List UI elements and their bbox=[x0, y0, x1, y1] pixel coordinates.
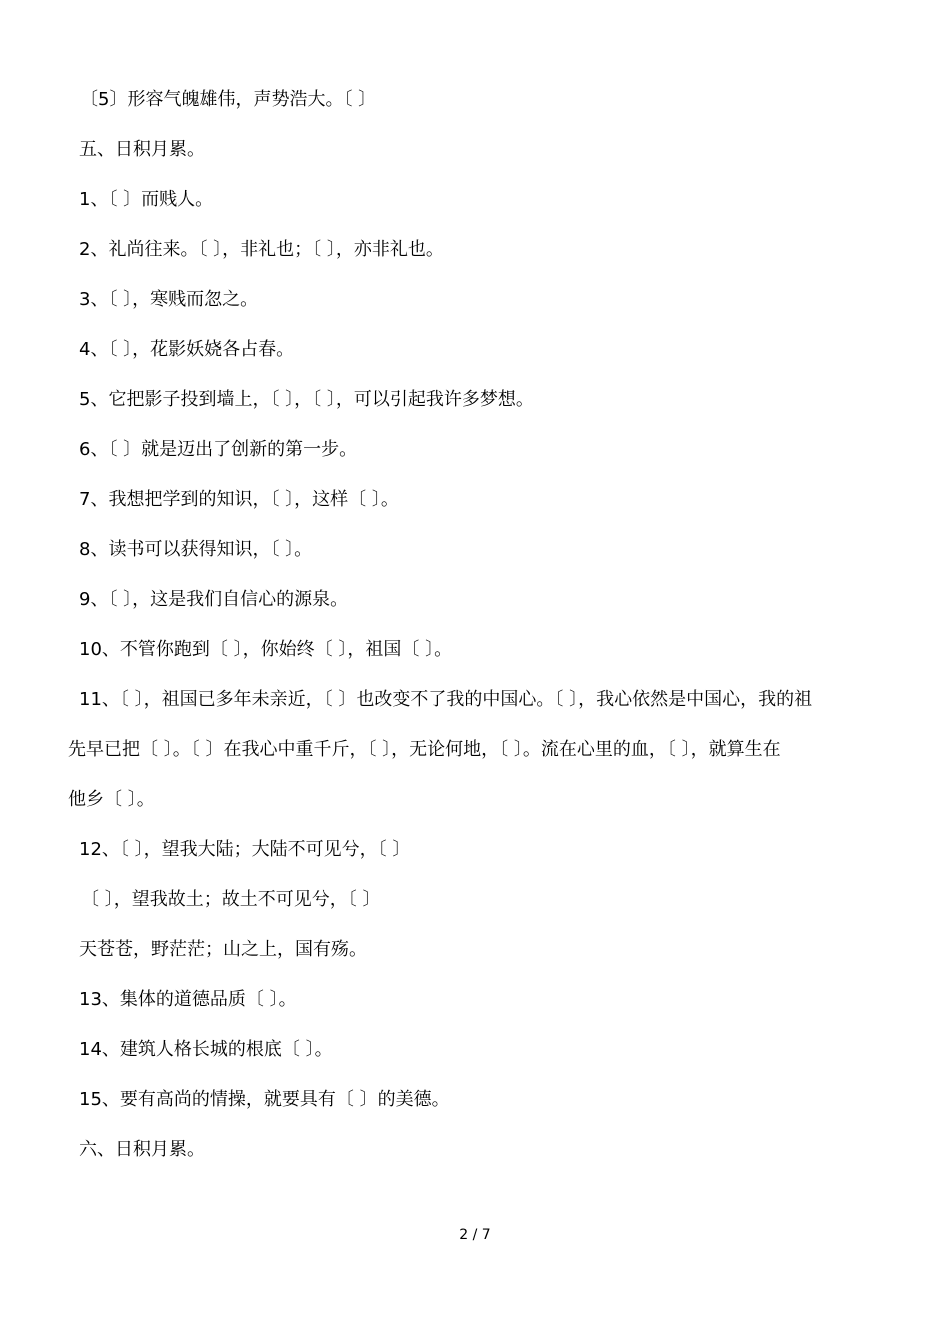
text-line-q6: 6、〔 〕就是迈出了创新的第一步。 bbox=[79, 439, 358, 460]
text-line-item-5: 〔5〕形容气魄雄伟，声势浩大。〔 〕 bbox=[80, 89, 377, 110]
text-line-q12-part2: 〔 〕，望我故土；故土不可见兮，〔 〕 bbox=[81, 889, 381, 910]
text-line-q13: 13、集体的道德品质〔 〕。 bbox=[79, 989, 297, 1010]
text-line-q11-part3: 他乡〔 〕。 bbox=[68, 789, 155, 810]
text-line-q11-part2: 先早已把〔 〕。〔 〕在我心中重千斤，〔 〕，无论何地，〔 〕。流在心里的血，〔 〕，就算生在 bbox=[68, 739, 781, 760]
text-line-q3: 3、〔 〕，寒贱而忽之。 bbox=[79, 289, 259, 310]
text-line-q9: 9、〔 〕，这是我们自信心的源泉。 bbox=[79, 589, 349, 610]
text-line-q5: 5、它把影子投到墙上，〔 〕，〔 〕，可以引起我许多梦想。 bbox=[79, 389, 534, 410]
text-line-q14: 14、建筑人格长城的根底〔 〕。 bbox=[79, 1039, 333, 1060]
text-line-q2: 2、礼尚往来。〔 〕，非礼也；〔 〕，亦非礼也。 bbox=[79, 239, 444, 260]
text-line-q15: 15、要有高尚的情操，就要具有〔 〕的美德。 bbox=[79, 1089, 450, 1110]
text-line-q12-part3: 天苍苍，野茫茫；山之上，国有殇。 bbox=[79, 939, 367, 960]
text-line-q7: 7、我想把学到的知识，〔 〕，这样〔 〕。 bbox=[79, 489, 399, 510]
section-heading-six: 六、日积月累。 bbox=[79, 1139, 205, 1160]
text-line-q10: 10、不管你跑到〔 〕，你始终〔 〕，祖国〔 〕。 bbox=[79, 639, 453, 660]
text-line-q1: 1、〔 〕而贱人。 bbox=[79, 189, 214, 210]
text-line-q12-part1: 12、〔 〕，望我大陆；大陆不可见兮，〔 〕 bbox=[79, 839, 411, 860]
section-heading-five: 五、日积月累。 bbox=[79, 139, 205, 160]
text-line-q4: 4、〔 〕，花影妖娆各占春。 bbox=[79, 339, 295, 360]
text-line-q11-part1: 11、〔 〕，祖国已多年未亲近，〔 〕也改变不了我的中国心。〔 〕，我心依然是中国心，我的祖 bbox=[79, 689, 813, 710]
text-line-q8: 8、读书可以获得知识，〔 〕。 bbox=[79, 539, 313, 560]
page-number: 2 / 7 bbox=[459, 1227, 491, 1243]
